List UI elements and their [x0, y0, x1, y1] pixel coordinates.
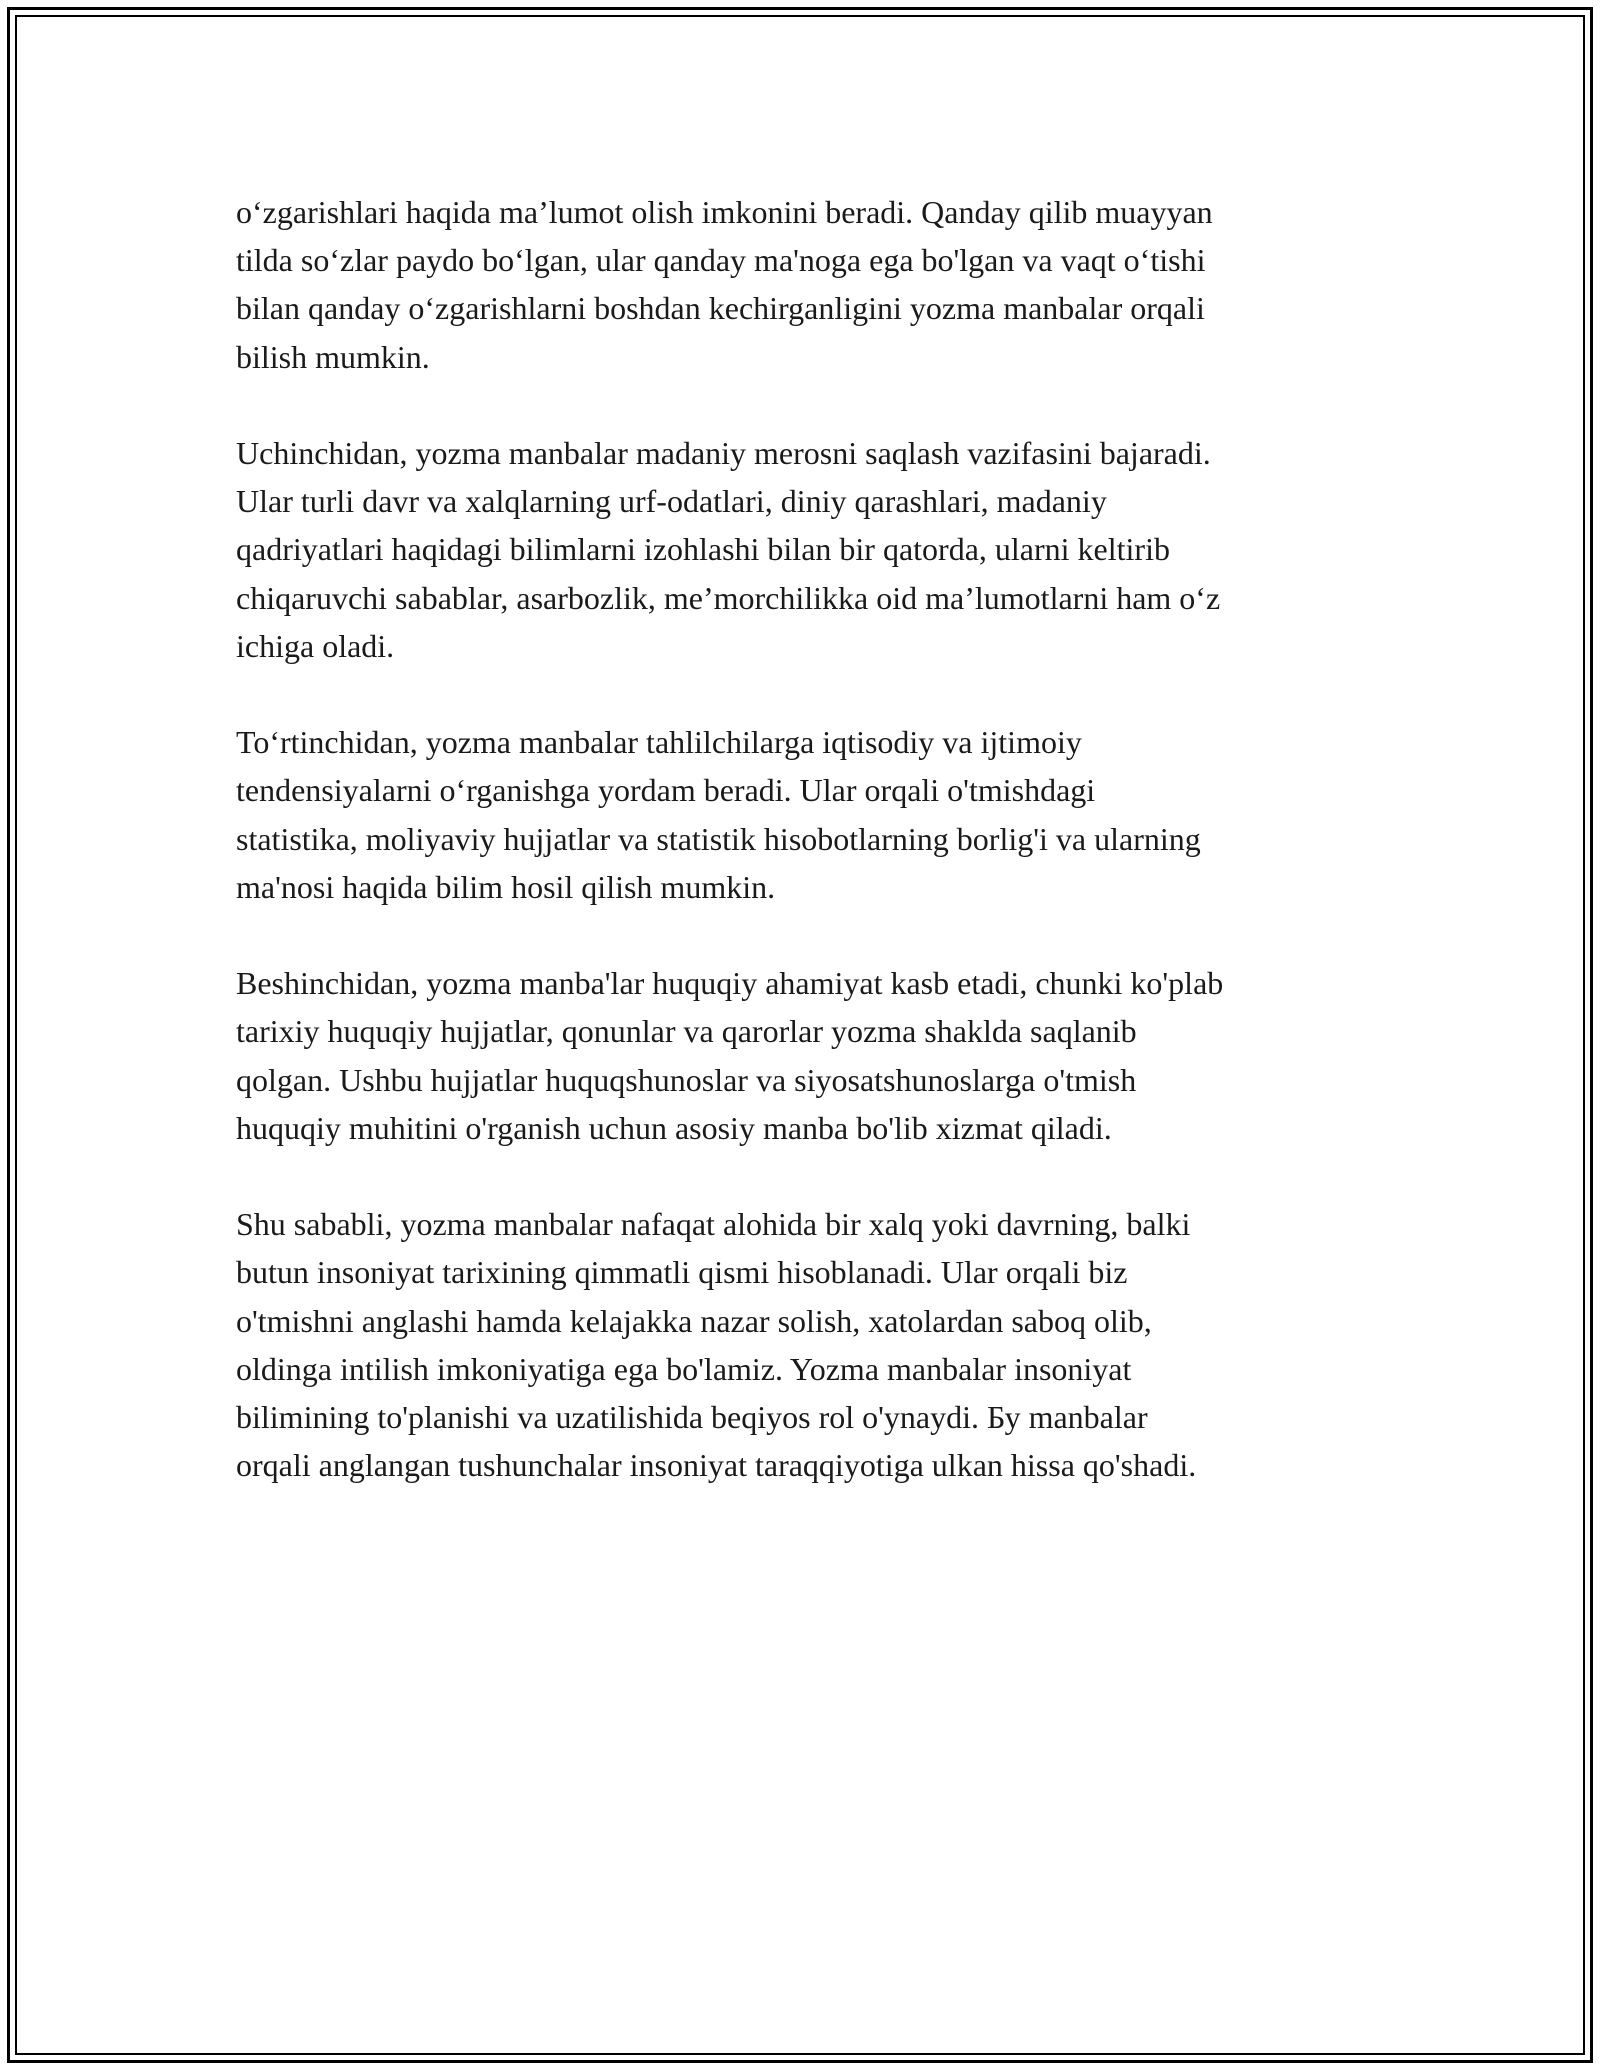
text-line: huquqiy muhitini o'rganish uchun asosiy manba bo'lib xizmat qiladi.: [236, 1109, 1112, 1146]
text-line: tilda so‘zlar paydo bo‘lgan, ular qanday ma'noga ega bo'lgan va vaqt o‘tishi: [236, 242, 1206, 279]
text-line: o‘zgarishlari haqida ma’lumot olish imkonini beradi. Qanday qilib muayyan: [236, 194, 1213, 230]
paragraph: [236, 718, 1386, 911]
text-line: To‘rtinchidan, yozma manbalar tahlilchilarga iqtisodiy va ijtimoiy: [236, 724, 1082, 761]
text-line: Shu sababli, yozma manbalar nafaqat alohida bir xalq yoki davrning, balki: [236, 1206, 1191, 1243]
text-line: ichiga oladi.: [236, 627, 395, 664]
text-line: Uchinchidan, yozma manbalar madaniy merosni saqlash vazifasini bajaradi.: [236, 435, 1211, 471]
text-line: qadriyatlari haqidagi bilimlarni izohlashi bilan bir qatorda, ularni keltirib: [236, 531, 1170, 568]
text-line: ma'nosi haqida bilim hosil qilish mumkin.: [236, 868, 776, 905]
paragraph: [236, 188, 1386, 381]
text-line: Beshinchidan, yozma manba'lar huquqiy ahamiyat kasb etadi, chunki ko'plab: [236, 965, 1224, 1002]
text-line: o'tmishni anglashi hamda kelajakka nazar solish, xatolardan saboq olib,: [236, 1302, 1152, 1339]
paragraph: [236, 429, 1386, 670]
document-body: [236, 188, 1386, 1538]
paragraph: [236, 959, 1386, 1152]
text-line: Ular turli davr va xalqlarning urf-odatlari, diniy qarashlari, madaniy: [236, 483, 1107, 520]
text-line: oldinga intilish imkoniyatiga ega bo'lamiz. Yozma manbalar insoniyat: [236, 1350, 1132, 1387]
text-line: tendensiyalarni o‘rganishga yordam beradi. Ular orqali o'tmishdagi: [236, 772, 1096, 809]
text-line: bilish mumkin.: [236, 338, 430, 375]
text-line: bilimining to'planishi va uzatilishida beqiyos rol o'ynaydi. Бу manbalar: [236, 1399, 1148, 1436]
text-line: butun insoniyat tarixining qimmatli qismi hisoblanadi. Ular orqali biz: [236, 1254, 1128, 1291]
text-line: tarixiy huquqiy hujjatlar, qonunlar va qarorlar yozma shaklda saqlanib: [236, 1013, 1137, 1050]
paragraph: [236, 1200, 1386, 1489]
text-line: bilan qanday o‘zgarishlarni boshdan kechirganligini yozma manbalar orqali: [236, 290, 1205, 327]
text-line: qolgan. Ushbu hujjatlar huquqshunoslar va siyosatshunoslarga o'tmish: [236, 1061, 1137, 1098]
text-line: chiqaruvchi sabablar, asarbozlik, me’morchilikka oid ma’lumotlarni ham o‘z: [236, 579, 1221, 616]
text-line: statistika, moliyaviy hujjatlar va statistik hisobotlarning borlig'i va ularning: [236, 820, 1201, 857]
text-line: orqali anglangan tushunchalar insoniyat taraqqiyotiga ulkan hissa qo'shadi.: [236, 1447, 1197, 1484]
